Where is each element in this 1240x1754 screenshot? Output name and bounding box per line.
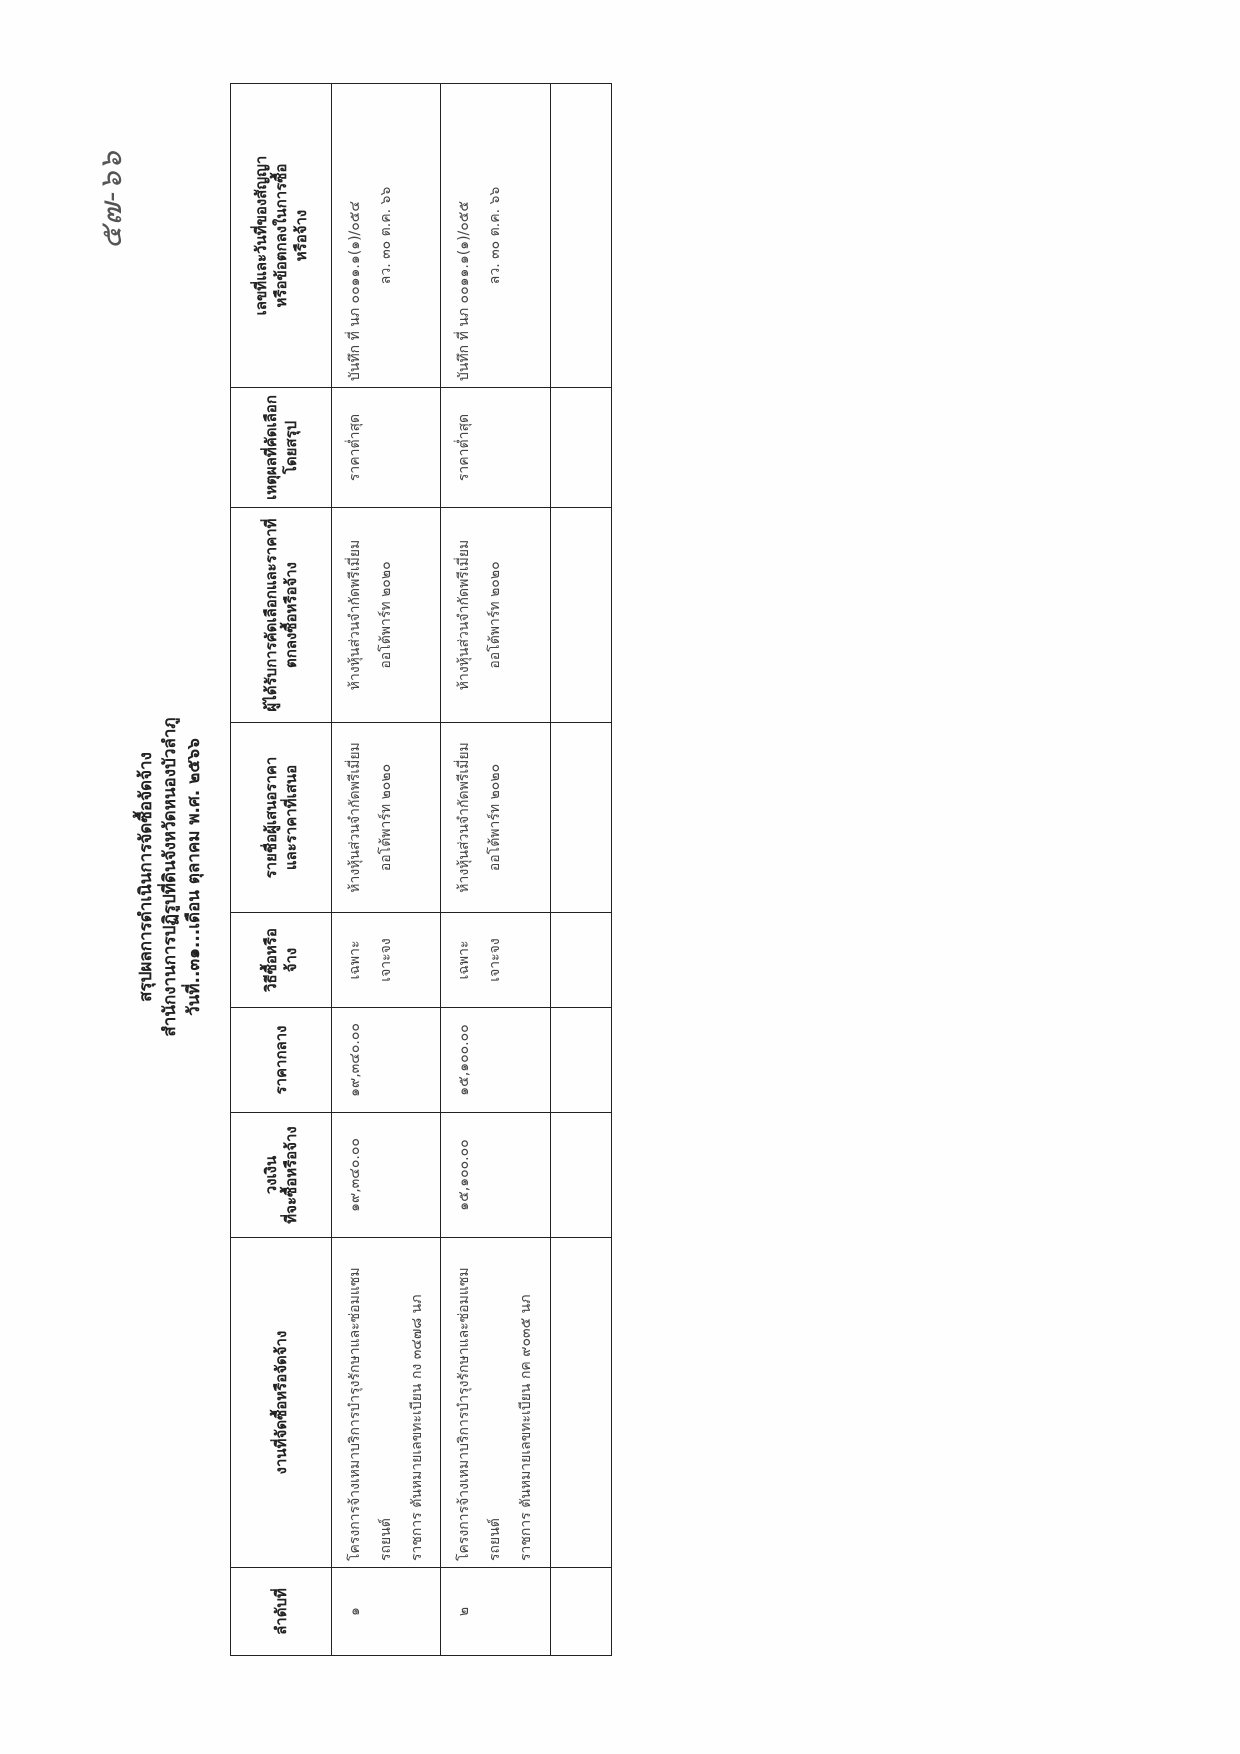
header-contract-line2: หรือข้อตกลงในการซื้อ xyxy=(271,163,290,308)
cell-budget: ๑๙,๓๔๐.๐๐ xyxy=(332,1113,441,1238)
cell-method: เฉพาะเจาะจง xyxy=(441,913,550,1008)
header-work: งานที่จัดซื้อหรือจัดจ้าง xyxy=(231,1238,332,1568)
empty-cell xyxy=(550,84,611,388)
header-bidders-line2: และราคาที่เสนอ xyxy=(282,764,300,871)
cell-winner xyxy=(332,508,441,723)
header-contract xyxy=(231,84,332,388)
cell-no: ๑ xyxy=(332,1568,441,1656)
header-winner-line1: ผู้ได้รับการคัดเลือกและราคาที่ xyxy=(261,518,280,712)
table-row xyxy=(332,84,441,1656)
cell-median: ๑๕,๑๐๐.๐๐ xyxy=(441,1008,550,1113)
cell-contract xyxy=(441,84,550,388)
cell-work-line1: โครงการจ้างเหมาบริการบำรุงรักษาและซ่อมแซมรถยนต์ xyxy=(456,1267,504,1561)
table-header-row xyxy=(231,84,332,1656)
cell-bidder-line1: ห้างหุ้นส่วนจำกัดพรีเมี่ยม xyxy=(347,742,363,893)
header-reason-line1: เหตุผลที่คัดเลือก xyxy=(261,395,280,500)
cell-winner-line2: ออโต้พาร์ท ๒๐๒๐ xyxy=(487,561,504,669)
cell-work-line2: ราชการ ตันหมายเลขทะเบียน กค ๙๐๓๕ นภ xyxy=(517,1294,534,1561)
cell-bidder-line2: ออโต้พาร์ท ๒๐๒๐ xyxy=(377,763,394,872)
cell-work-line2: ราชการ ตันหมายเลขทะเบียน กง ๓๔๗๘ นภ xyxy=(408,1294,425,1561)
empty-cell xyxy=(550,388,611,508)
header-contract-line3: หรือจ้าง xyxy=(292,209,311,262)
handwritten-annotation: ๕๗-๖๖ xyxy=(94,150,129,249)
header-bidders xyxy=(231,723,332,913)
cell-contract-line1: บันทึก ที่ นภ ๐๐๑๑.๑(๑)/๐๕๔ xyxy=(347,200,363,381)
procurement-table xyxy=(230,83,612,1656)
cell-bidder-line1: ห้างหุ้นส่วนจำกัดพรีเมี่ยม xyxy=(456,742,473,893)
cell-bidders xyxy=(441,723,550,913)
cell-contract xyxy=(332,84,441,388)
header-reason-line2: โดยสรุป xyxy=(282,420,300,475)
cell-budget: ๑๕,๑๐๐.๐๐ xyxy=(441,1113,550,1238)
cell-median: ๑๙,๓๔๐.๐๐ xyxy=(332,1008,441,1113)
cell-bidder-line2: ออโต้พาร์ท ๒๐๒๐ xyxy=(487,763,504,872)
cell-winner xyxy=(441,508,550,723)
cell-winner-line2: ออโต้พาร์ท ๒๐๒๐ xyxy=(377,561,394,669)
header-bidders-line1: รายชื่อผู้เสนอราคา xyxy=(261,756,280,879)
header-contract-line1: เลขที่และวันที่ของสัญญา xyxy=(251,155,270,316)
header-budget xyxy=(231,1113,332,1238)
cell-reason: ราคาต่ำสุด xyxy=(441,388,550,508)
empty-cell xyxy=(550,508,611,723)
header-median: ราคากลาง xyxy=(231,1008,332,1113)
empty-cell xyxy=(550,913,611,1008)
cell-method: เฉพาะเจาะจง xyxy=(332,913,441,1008)
cell-contract-line2: ลว. ๓๐ ต.ค. ๖๖ xyxy=(377,186,394,285)
cell-contract-line2: ลว. ๓๐ ต.ค. ๖๖ xyxy=(487,186,504,285)
table-row xyxy=(441,84,550,1656)
doc-date: วันที่..๓๑...เดือน ตุลาคม พ.ศ. ๒๕๖๖ xyxy=(184,738,204,1016)
cell-work xyxy=(332,1238,441,1568)
cell-winner-line1: ห้างหุ้นส่วนจำกัดพรีเมี่ยม xyxy=(347,539,363,691)
empty-cell xyxy=(550,1008,611,1113)
table-row-empty xyxy=(550,84,611,1656)
header-budget-line1: วงเงิน xyxy=(261,1155,280,1195)
header-no: ลำดับที่ xyxy=(231,1568,332,1656)
header-reason xyxy=(231,388,332,508)
empty-cell xyxy=(550,1238,611,1568)
cell-no: ๒ xyxy=(441,1568,550,1656)
cell-contract-line1: บันทึก ที่ นภ ๐๐๑๑.๑(๑)/๐๕๕ xyxy=(456,200,473,381)
cell-winner-line1: ห้างหุ้นส่วนจำกัดพรีเมี่ยม xyxy=(456,539,473,691)
cell-work-line1: โครงการจ้างเหมาบริการบำรุงรักษาและซ่อมแซมรถยนต์ xyxy=(347,1267,394,1561)
cell-reason: ราคาต่ำสุด xyxy=(332,388,441,508)
cell-work xyxy=(441,1238,550,1568)
empty-cell xyxy=(550,723,611,913)
header-budget-line2: ที่จะซื้อหรือจ้าง xyxy=(282,1126,300,1224)
doc-title: สรุปผลการดำเนินการจัดซื้อจัดจ้าง xyxy=(136,752,156,1002)
empty-cell xyxy=(550,1568,611,1656)
header-method: วิธีซื้อหรือจ้าง xyxy=(231,913,332,1008)
header-winner-line2: ตกลงซื้อหรือจ้าง xyxy=(282,561,300,669)
header-winner xyxy=(231,508,332,723)
cell-bidders xyxy=(332,723,441,913)
empty-cell xyxy=(550,1113,611,1238)
doc-office: สำนักงานการปฏิรูปที่ดินจังหวัดหนองบัวลำภู xyxy=(160,717,180,1037)
